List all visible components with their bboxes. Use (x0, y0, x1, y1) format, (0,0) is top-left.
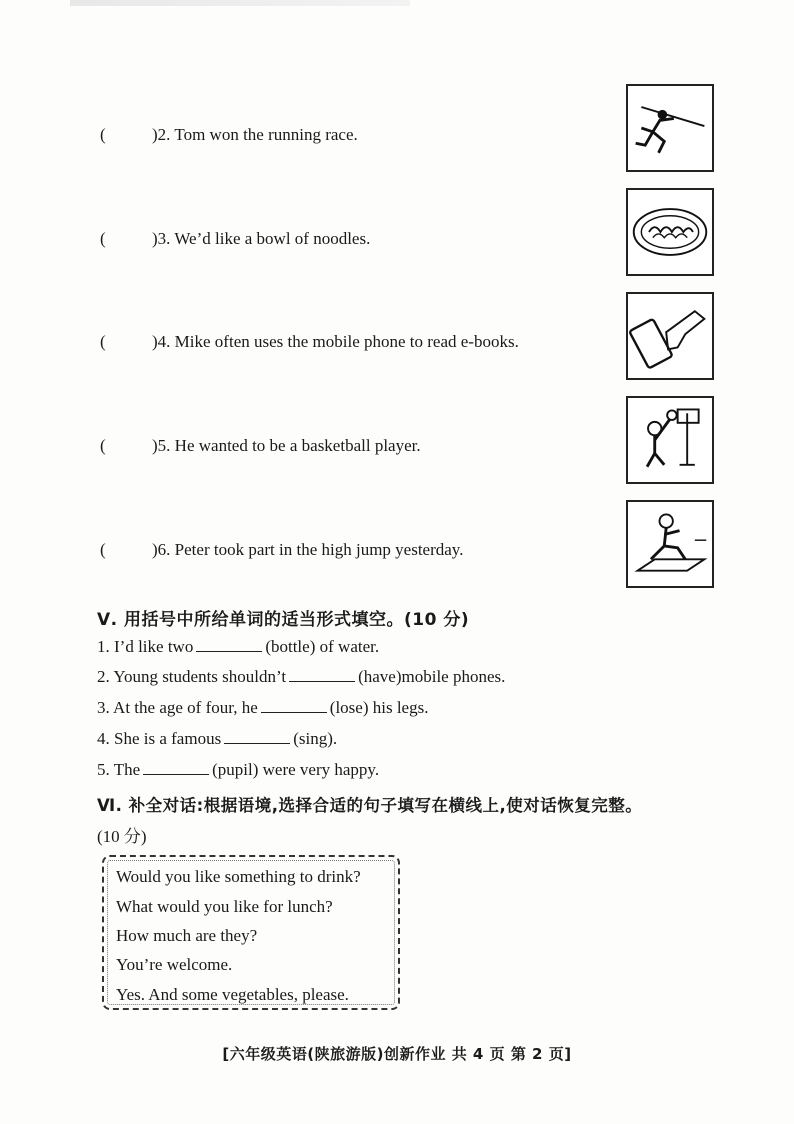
question-text: Mike often uses the mobile phone to read e-books. (174, 332, 519, 351)
answer-paren[interactable]: ( (100, 229, 106, 248)
question-number: )5. (152, 436, 171, 455)
answer-paren[interactable]: ( (100, 125, 106, 144)
fill-item-1: 1. I’d like two (bottle) of water. (97, 637, 380, 656)
section-6-title: Ⅵ. 补全对话:根据语境,选择合适的句子填写在横线上,使对话恢复完整。 (97, 796, 643, 815)
question-number: )2. (152, 125, 171, 144)
question-number: )6. (152, 540, 171, 559)
option-item: Would you like something to drink? (116, 867, 361, 886)
answer-blank[interactable] (224, 729, 290, 744)
answer-paren[interactable]: ( (100, 540, 106, 559)
question-6 (100, 540, 463, 560)
option-item: You’re welcome. (116, 955, 233, 974)
fill-item-5: 5. The (pupil) were very happy. (97, 760, 380, 779)
answer-blank[interactable] (196, 637, 262, 652)
option-box (102, 855, 400, 1010)
question-number: )3. (152, 229, 171, 248)
question-3 (100, 229, 370, 249)
option-item: How much are they? (116, 926, 258, 945)
phone-reading-icon (626, 292, 714, 380)
answer-blank[interactable] (289, 667, 355, 682)
section-5-title: Ⅴ. 用括号中所给单词的适当形式填空。(10 分) (97, 610, 470, 630)
fill-item-4: 4. She is a famous (sing). (97, 729, 338, 748)
noodle-bowl-icon (626, 188, 714, 276)
fill-item-3: 3. At the age of four, he (lose) his legs. (97, 698, 429, 717)
answer-paren[interactable]: ( (100, 332, 106, 351)
fill-item-2: 2. Young students shouldn’t (have)mobile phones. (97, 667, 506, 686)
javelin-thrower-icon (626, 84, 714, 172)
answer-blank[interactable] (143, 760, 209, 775)
question-2 (100, 125, 358, 145)
option-item: Yes. And some vegetables, please. (116, 985, 349, 1004)
page-footer: [六年级英语(陕旅游版)创新作业 共 4 页 第 2 页] (222, 1045, 572, 1063)
question-text: He wanted to be a basketball player. (174, 436, 421, 455)
answer-paren[interactable]: ( (100, 436, 106, 455)
high-jump-icon (626, 500, 714, 588)
answer-blank[interactable] (261, 698, 327, 713)
question-text: Tom won the running race. (174, 125, 358, 144)
question-number: )4. (152, 332, 171, 351)
question-text: We’d like a bowl of noodles. (174, 229, 371, 248)
question-4 (100, 332, 519, 352)
section-6-score: (10 分) (97, 827, 147, 846)
basketball-player-icon (626, 396, 714, 484)
option-item: What would you like for lunch? (116, 897, 333, 916)
question-text: Peter took part in the high jump yesterday. (174, 540, 464, 559)
header-strip (70, 0, 410, 6)
question-5 (100, 436, 421, 456)
